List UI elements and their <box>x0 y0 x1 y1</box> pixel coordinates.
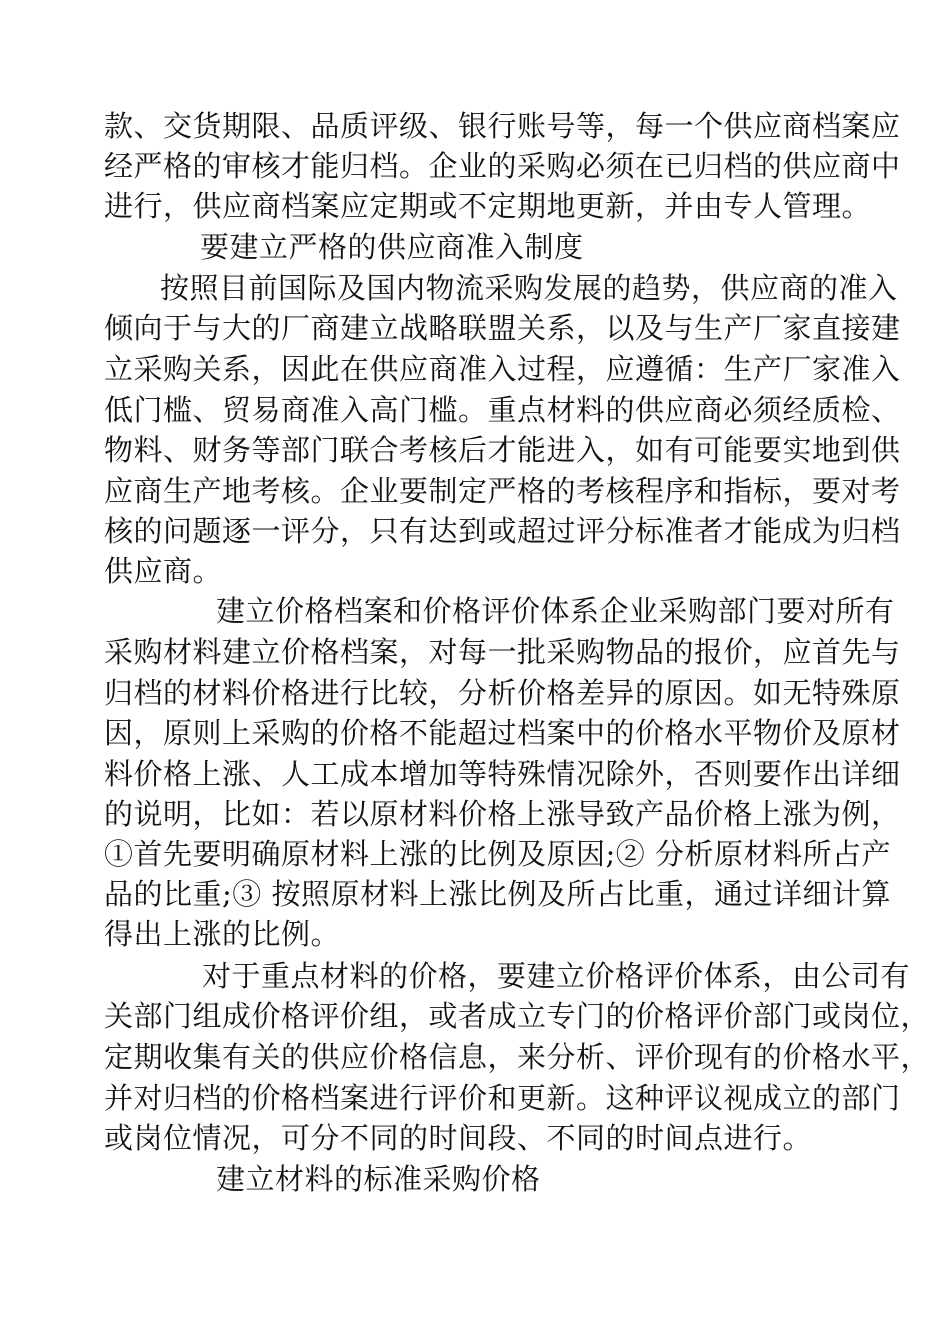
text-line: 料价格上涨、人工成本增加等特殊情况除外，否则要作出详细 <box>104 757 901 791</box>
text-line: 采购材料建立价格档案，对每一批采购物品的报价，应首先与 <box>104 635 901 669</box>
text-line: 立采购关系，因此在供应商准入过程，应遵循：生产厂家准入 <box>104 352 901 386</box>
text-line: 得出上涨的比例。 <box>104 917 341 951</box>
text-line: 核的问题逐一评分，只有达到或超过评分标准者才能成为归档 <box>104 514 901 548</box>
section-heading: 建立材料的标准采购价格 <box>216 1162 541 1196</box>
text-line: 因，原则上采购的价格不能超过档案中的价格水平物价及原材 <box>104 716 901 750</box>
text-line: 定期收集有关的供应价格信息，来分析、评价现有的价格水平， <box>104 1040 931 1074</box>
text-line: 供应商。 <box>104 554 223 588</box>
text-line: 倾向于与大的厂商建立战略联盟关系，以及与生产厂家直接建 <box>104 311 901 345</box>
text-line: 并对归档的价格档案进行评价和更新。这种评议视成立的部门 <box>104 1081 901 1115</box>
text-line: 款、交货期限、品质评级、银行账号等，每一个供应商档案应 <box>104 109 901 143</box>
text-line: 应商生产地考核。企业要制定严格的考核程序和指标，要对考 <box>104 474 901 508</box>
text-line: 归档的材料价格进行比较，分析价格差异的原因。如无特殊原 <box>104 676 901 710</box>
text-line: 关部门组成价格评价组，或者成立专门的价格评价部门或岗位， <box>104 999 931 1033</box>
text-line: 低门槛、贸易商准入高门槛。重点材料的供应商必须经质检、 <box>104 393 901 427</box>
section-heading: 对于重点材料的价格，要建立价格评价体系，由公司有 <box>202 959 911 993</box>
text-line: 或岗位情况，可分不同的时间段、不同的时间点进行。 <box>104 1121 813 1155</box>
text-line: ①首先要明确原材料上涨的比例及原因;② 分析原材料所占产 <box>104 837 891 871</box>
text-line: 物料、财务等部门联合考核后才能进入，如有可能要实地到供 <box>104 433 901 467</box>
text-line: 按照目前国际及国内物流采购发展的趋势，供应商的准入 <box>160 271 898 305</box>
text-line: 进行，供应商档案应定期或不定期地更新，并由专人管理。 <box>104 189 872 223</box>
section-heading: 要建立严格的供应商准入制度 <box>200 230 584 264</box>
text-line: 的说明，比如：若以原材料价格上涨导致产品价格上涨为例， <box>104 797 901 831</box>
section-heading: 建立价格档案和价格评价体系企业采购部门要对所有 <box>216 594 895 628</box>
text-line: 品的比重;③ 按照原材料上涨比例及所占比重，通过详细计算 <box>104 877 891 911</box>
text-line: 经严格的审核才能归档。企业的采购必须在已归档的供应商中 <box>104 149 901 183</box>
